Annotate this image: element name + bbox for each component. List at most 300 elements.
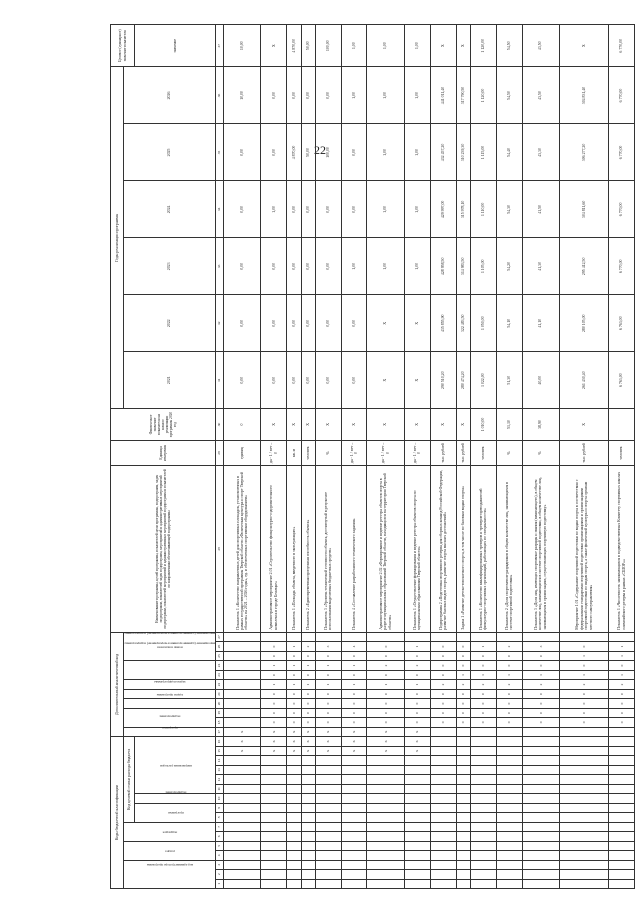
code-cell xyxy=(404,879,430,888)
year-value: 1,00 xyxy=(404,67,430,124)
year-value: 1 110,00 xyxy=(470,181,496,238)
code-cell xyxy=(559,794,608,803)
row-unit: кв. м xyxy=(287,440,301,465)
column-number: 30 xyxy=(216,409,224,441)
code-cell xyxy=(522,794,559,803)
code-cell xyxy=(341,784,367,793)
code-cell xyxy=(224,661,261,670)
year-value: 6 763,00 xyxy=(609,352,635,409)
program-rows xyxy=(224,25,635,889)
code-cell: 0 xyxy=(367,689,404,698)
code-cell xyxy=(315,860,341,869)
code-cell: X xyxy=(367,746,404,755)
row-unit: тыс. рублей xyxy=(456,440,470,465)
code-cell xyxy=(301,851,315,860)
code-cell xyxy=(559,841,608,850)
code-cell xyxy=(287,832,301,841)
code-cell xyxy=(367,813,404,822)
code-cell xyxy=(287,813,301,822)
code-cell: 0 xyxy=(496,689,522,698)
year-value: 261 430,40 xyxy=(559,352,608,409)
year-value: 0,00 xyxy=(341,295,367,352)
code-cell xyxy=(609,803,635,812)
code-cell: X xyxy=(224,746,261,755)
code-cell xyxy=(367,832,404,841)
code-cell xyxy=(287,860,301,869)
code-cell xyxy=(287,632,301,642)
row-unit: тыс. рублей xyxy=(430,440,456,465)
code-cell xyxy=(456,851,470,860)
code-cell xyxy=(522,746,559,755)
code-cell: 0 xyxy=(470,699,496,708)
code-cell: 1 xyxy=(609,651,635,660)
code-cell: X xyxy=(404,737,430,747)
header-year-2024: 2024 xyxy=(124,181,216,238)
code-cell: 0 xyxy=(287,718,301,727)
year-value: 0,00 xyxy=(287,295,301,352)
code-cell xyxy=(522,803,559,812)
row-target: 6 770,00 xyxy=(609,25,635,67)
code-cell xyxy=(470,737,496,747)
row-name: Административное мероприятие 2.02 «Формирование и ведение реестра объектов спорта в разрезе муниципальных образований Тверской области, находящихся на территории Тверской области» xyxy=(367,466,404,633)
code-cell: 0 xyxy=(470,651,496,660)
program-table xyxy=(110,24,635,889)
year-value: 317 790,50 xyxy=(456,67,470,124)
code-cell: 0 xyxy=(301,718,315,727)
code-cell xyxy=(430,870,456,879)
code-cell xyxy=(261,803,287,812)
code-cell xyxy=(496,784,522,793)
code-cell: 2 xyxy=(456,680,470,689)
program-table-wrapper xyxy=(110,24,635,889)
column-number: 31 xyxy=(216,352,224,409)
code-cell xyxy=(456,813,470,822)
row-fact: X xyxy=(341,409,367,441)
row-fact: X xyxy=(261,409,287,441)
code-cell: 0 xyxy=(404,651,430,660)
year-value: 4 870,00 xyxy=(287,124,301,181)
code-cell: 4 xyxy=(341,642,367,651)
code-cell xyxy=(456,870,470,879)
code-cell xyxy=(456,746,470,755)
code-cell xyxy=(404,832,430,841)
code-cell xyxy=(609,841,635,850)
year-value: 304 811,60 xyxy=(559,181,608,238)
header-year-2023: 2023 xyxy=(124,238,216,295)
code-cell xyxy=(224,813,261,822)
code-cell: 0 xyxy=(430,651,456,660)
code-cell xyxy=(261,822,287,831)
row-unit: человек xyxy=(470,440,496,465)
code-cell xyxy=(287,851,301,860)
code-cell xyxy=(456,632,470,642)
code-cell xyxy=(341,775,367,784)
code-cell xyxy=(609,746,635,755)
row-fact xyxy=(609,409,635,441)
code-cell: 0 xyxy=(367,708,404,717)
year-value: 280 474,20 xyxy=(456,352,470,409)
code-cell xyxy=(224,832,261,841)
code-cell: 2 xyxy=(609,680,635,689)
code-cell xyxy=(287,756,301,765)
code-cell xyxy=(430,841,456,850)
code-cell xyxy=(470,727,496,736)
code-cell xyxy=(430,737,456,747)
year-value: 428 958,50 xyxy=(430,238,456,295)
year-value: 41,10 xyxy=(522,295,559,352)
year-value: 0,00 xyxy=(287,352,301,409)
year-value: 1,00 xyxy=(404,124,430,181)
code-cell xyxy=(404,822,430,831)
code-cell xyxy=(224,794,261,803)
code-cell xyxy=(559,832,608,841)
year-value: 50,00 xyxy=(301,124,315,181)
code-cell: X xyxy=(287,746,301,755)
code-cell xyxy=(430,727,456,736)
header-unit: Единица измерения xyxy=(111,440,216,465)
table-row xyxy=(559,25,608,889)
year-value: 0,00 xyxy=(301,352,315,409)
row-unit: единиц xyxy=(224,440,261,465)
column-number: 6 xyxy=(216,832,224,841)
code-cell xyxy=(522,727,559,736)
code-cell: 0 xyxy=(367,670,404,679)
code-cell: X xyxy=(287,737,301,747)
code-cell xyxy=(261,632,287,642)
column-number: 10 xyxy=(216,794,224,803)
code-cell xyxy=(261,794,287,803)
row-name: Мероприятие 1.01 «Содержание спортивной подготовки по видам спорта в соответствии с федеральными стандартами спортивной подготовки организациями и организациями спортивной подготовки по видам спорта, а также физической культуры и спорта органам местного самоуправления» xyxy=(559,466,608,633)
code-cell: X xyxy=(301,737,315,747)
code-cell xyxy=(224,689,261,698)
code-cell: 0 xyxy=(559,689,608,698)
row-name: Задача 1 «Развитие детско-юношеского спорта, в том числе по базовым видам спорта» xyxy=(456,466,470,633)
table-row xyxy=(456,25,470,889)
code-cell xyxy=(470,832,496,841)
code-cell xyxy=(470,822,496,831)
year-value: 0,00 xyxy=(301,295,315,352)
row-target: 4 870,00 xyxy=(287,25,301,67)
code-cell: 0 xyxy=(315,699,341,708)
year-value: 54,10 xyxy=(496,295,522,352)
code-cell: 1 xyxy=(559,651,608,660)
code-cell xyxy=(496,813,522,822)
code-cell xyxy=(404,841,430,850)
code-cell xyxy=(224,879,261,888)
code-cell xyxy=(341,756,367,765)
code-cell: 1 xyxy=(287,680,301,689)
row-unit: % xyxy=(315,440,341,465)
code-cell xyxy=(404,632,430,642)
code-cell xyxy=(609,851,635,860)
code-cell xyxy=(559,860,608,869)
code-cell xyxy=(456,727,470,736)
row-name: Показатель 1 «Площадь объекта, введенного в эксплуатацию» xyxy=(287,466,301,633)
table-row xyxy=(609,25,635,889)
code-cell xyxy=(224,632,261,642)
code-cell xyxy=(301,632,315,642)
header-year-2025: 2025 xyxy=(124,124,216,181)
row-target: 1,00 xyxy=(367,25,404,67)
code-cell xyxy=(430,860,456,869)
code-cell xyxy=(470,851,496,860)
code-cell: 0 xyxy=(456,689,470,698)
code-cell xyxy=(559,803,608,812)
code-cell xyxy=(224,718,261,727)
code-cell xyxy=(470,746,496,755)
code-cell xyxy=(261,870,287,879)
code-cell: 1 xyxy=(301,680,315,689)
code-cell xyxy=(224,708,261,717)
column-number: 1 xyxy=(216,879,224,888)
code-cell xyxy=(261,784,287,793)
year-value: 0,00 xyxy=(341,352,367,409)
code-cell xyxy=(456,794,470,803)
year-value: 1,00 xyxy=(261,181,287,238)
table-row xyxy=(224,25,261,889)
code-cell xyxy=(287,879,301,888)
code-cell xyxy=(261,756,287,765)
column-number: 8 xyxy=(216,813,224,822)
code-cell: 1 xyxy=(559,670,608,679)
code-cell xyxy=(287,784,301,793)
year-value: 0,00 xyxy=(224,124,261,181)
year-value: 0,00 xyxy=(287,67,301,124)
row-target: 10,00 xyxy=(224,25,261,67)
row-target: 43,50 xyxy=(522,25,559,67)
code-cell: 1 xyxy=(261,680,287,689)
code-cell xyxy=(341,632,367,642)
year-value: 0,00 xyxy=(341,124,367,181)
year-value: X xyxy=(367,295,404,352)
code-cell xyxy=(456,784,470,793)
row-target: 54,50 xyxy=(496,25,522,67)
code-cell: 0 xyxy=(470,718,496,727)
code-cell xyxy=(367,860,404,869)
code-cell xyxy=(559,879,608,888)
code-cell: 0 xyxy=(456,718,470,727)
code-cell: 0 xyxy=(522,661,559,670)
column-number: 15 xyxy=(216,746,224,755)
table-row xyxy=(301,25,315,889)
code-cell: 0 xyxy=(522,718,559,727)
code-cell xyxy=(224,642,261,651)
code-cell xyxy=(496,756,522,765)
code-cell xyxy=(522,832,559,841)
header-year-2021: 2021 xyxy=(124,352,216,409)
column-number: 26 xyxy=(216,642,224,651)
header-fact: Фактическое значение показателя на начало реализации программы 2020 год xyxy=(111,409,216,441)
code-cell xyxy=(261,832,287,841)
code-cell xyxy=(301,756,315,765)
code-cell: X xyxy=(367,737,404,747)
code-cell xyxy=(456,841,470,850)
year-value: 0,00 xyxy=(287,238,301,295)
column-number: 28 xyxy=(216,466,224,633)
column-number: 3 xyxy=(216,860,224,869)
year-value: 280 105,00 xyxy=(559,295,608,352)
code-cell xyxy=(496,879,522,888)
code-cell: 2 xyxy=(496,680,522,689)
code-cell xyxy=(496,632,522,642)
year-value: 0,00 xyxy=(261,67,287,124)
code-cell: X xyxy=(224,737,261,747)
code-cell xyxy=(404,765,430,774)
code-cell: 1 xyxy=(404,680,430,689)
column-number: 32 xyxy=(216,295,224,352)
code-cell: 0 xyxy=(456,661,470,670)
year-value: 6 770,00 xyxy=(609,67,635,124)
code-cell: 1 xyxy=(261,661,287,670)
code-cell xyxy=(496,794,522,803)
code-cell: 0 xyxy=(456,708,470,717)
code-cell: 0 xyxy=(261,670,287,679)
code-cell xyxy=(367,794,404,803)
code-cell xyxy=(456,765,470,774)
year-value: 6 770,00 xyxy=(609,124,635,181)
code-cell xyxy=(404,794,430,803)
code-cell: 1 xyxy=(315,661,341,670)
header-measure-2: мероприятие (административное мероприятие) подпрограммы xyxy=(124,661,216,680)
code-cell: 0 xyxy=(609,708,635,717)
code-cell xyxy=(341,794,367,803)
code-cell: X xyxy=(404,727,430,736)
year-value: X xyxy=(404,295,430,352)
code-cell: 0 xyxy=(559,708,608,717)
code-cell xyxy=(609,737,635,747)
code-cell: 1 xyxy=(470,642,496,651)
year-value: 0,00 xyxy=(224,352,261,409)
code-cell: 0 xyxy=(301,670,315,679)
code-cell xyxy=(301,870,315,879)
column-number: 23 xyxy=(216,670,224,679)
column-number: 20 xyxy=(216,699,224,708)
row-name: Показатель 3 «Уровень технической готовности объекта, достигнутый в результате использования выделенных бюджетных средств» xyxy=(315,466,341,633)
code-cell: 0 xyxy=(261,708,287,717)
code-cell xyxy=(287,841,301,850)
code-cell: 1 xyxy=(609,670,635,679)
code-cell xyxy=(559,775,608,784)
code-cell xyxy=(609,775,635,784)
code-cell: 0 xyxy=(496,718,522,727)
row-name: Показатель 1 «Осуществление формирования и ведение реестра объектов спорта по муниципальным образованиям Тверской области» xyxy=(404,466,430,633)
code-cell: 0 xyxy=(430,708,456,717)
year-value: 310 239,30 xyxy=(456,124,470,181)
year-value: 0,00 xyxy=(341,181,367,238)
code-cell: 3 xyxy=(315,642,341,651)
code-cell xyxy=(430,803,456,812)
code-cell: 0 xyxy=(315,708,341,717)
year-value: 306 277,20 xyxy=(559,124,608,181)
code-cell xyxy=(456,879,470,888)
code-cell: 0 xyxy=(496,699,522,708)
row-fact: X xyxy=(559,409,608,441)
year-value: 43,50 xyxy=(522,67,559,124)
code-cell xyxy=(224,699,261,708)
year-value: 1,00 xyxy=(341,238,367,295)
code-cell xyxy=(609,784,635,793)
code-cell: 2 xyxy=(470,680,496,689)
code-cell xyxy=(224,680,261,689)
year-value: 0,00 xyxy=(287,181,301,238)
code-cell xyxy=(224,870,261,879)
year-value: 0,00 xyxy=(315,238,341,295)
table-row xyxy=(261,25,287,889)
code-cell xyxy=(496,765,522,774)
year-value: 6 770,00 xyxy=(609,238,635,295)
header-target-article: Код целевой статьи расхода бюджета xyxy=(124,737,135,822)
code-cell xyxy=(315,775,341,784)
row-unit: человек xyxy=(609,440,635,465)
year-value: 1,00 xyxy=(404,238,430,295)
code-cell: 1 xyxy=(404,642,430,651)
code-cell: 0 xyxy=(496,661,522,670)
code-cell xyxy=(559,765,608,774)
year-value: 10,00 xyxy=(224,67,261,124)
code-cell xyxy=(341,803,367,812)
row-name: Показатель 2 «Доля спортсменов-разрядников в общем количестве лиц, занимающихся в системе спортивной подготовки» xyxy=(496,466,522,633)
row-target: 1 120,00 xyxy=(470,25,496,67)
code-cell: 3 xyxy=(522,642,559,651)
code-cell: 0 xyxy=(609,718,635,727)
header-prog-an: программа xyxy=(124,727,216,736)
code-cell: 2 xyxy=(522,680,559,689)
column-number: 4 xyxy=(216,851,224,860)
code-cell xyxy=(404,860,430,869)
code-cell: 1 xyxy=(341,661,367,670)
code-cell: 0 xyxy=(301,699,315,708)
code-cell xyxy=(287,803,301,812)
year-value: 0,00 xyxy=(301,181,315,238)
code-cell: 0 xyxy=(522,708,559,717)
year-value: 1 115,00 xyxy=(470,124,496,181)
code-cell: 0 xyxy=(496,708,522,717)
code-cell: 0 xyxy=(315,651,341,660)
year-value: 0,00 xyxy=(301,67,315,124)
row-unit: да - 1 / нет – 0 xyxy=(261,440,287,465)
code-cell xyxy=(522,756,559,765)
code-cell xyxy=(470,794,496,803)
column-number: 7 xyxy=(216,822,224,831)
code-cell: 0 xyxy=(341,708,367,717)
header-subprog-an: подпрограмма xyxy=(124,708,216,727)
code-cell xyxy=(522,765,559,774)
code-cell xyxy=(301,794,315,803)
code-cell xyxy=(559,870,608,879)
year-value: 314 983,50 xyxy=(456,238,470,295)
year-value: 0,00 xyxy=(315,352,341,409)
code-cell xyxy=(609,832,635,841)
code-cell xyxy=(367,756,404,765)
code-cell: 0 xyxy=(559,718,608,727)
row-unit: да - 1 / нет – 0 xyxy=(367,440,404,465)
code-cell: 0 xyxy=(470,661,496,670)
code-cell: 0 xyxy=(456,651,470,660)
code-cell: 0 xyxy=(315,718,341,727)
year-value: 290 510,20 xyxy=(430,352,456,409)
code-cell: 1 xyxy=(301,661,315,670)
code-cell: 1 xyxy=(287,661,301,670)
year-value: 0,00 xyxy=(261,352,287,409)
code-cell xyxy=(522,632,559,642)
year-value: 54,40 xyxy=(496,124,522,181)
code-cell: 0 xyxy=(341,718,367,727)
header-year-2026: 2026 xyxy=(124,67,216,124)
code-cell: 0 xyxy=(261,718,287,727)
code-cell xyxy=(261,813,287,822)
code-cell xyxy=(470,765,496,774)
code-cell: 1 xyxy=(522,670,559,679)
